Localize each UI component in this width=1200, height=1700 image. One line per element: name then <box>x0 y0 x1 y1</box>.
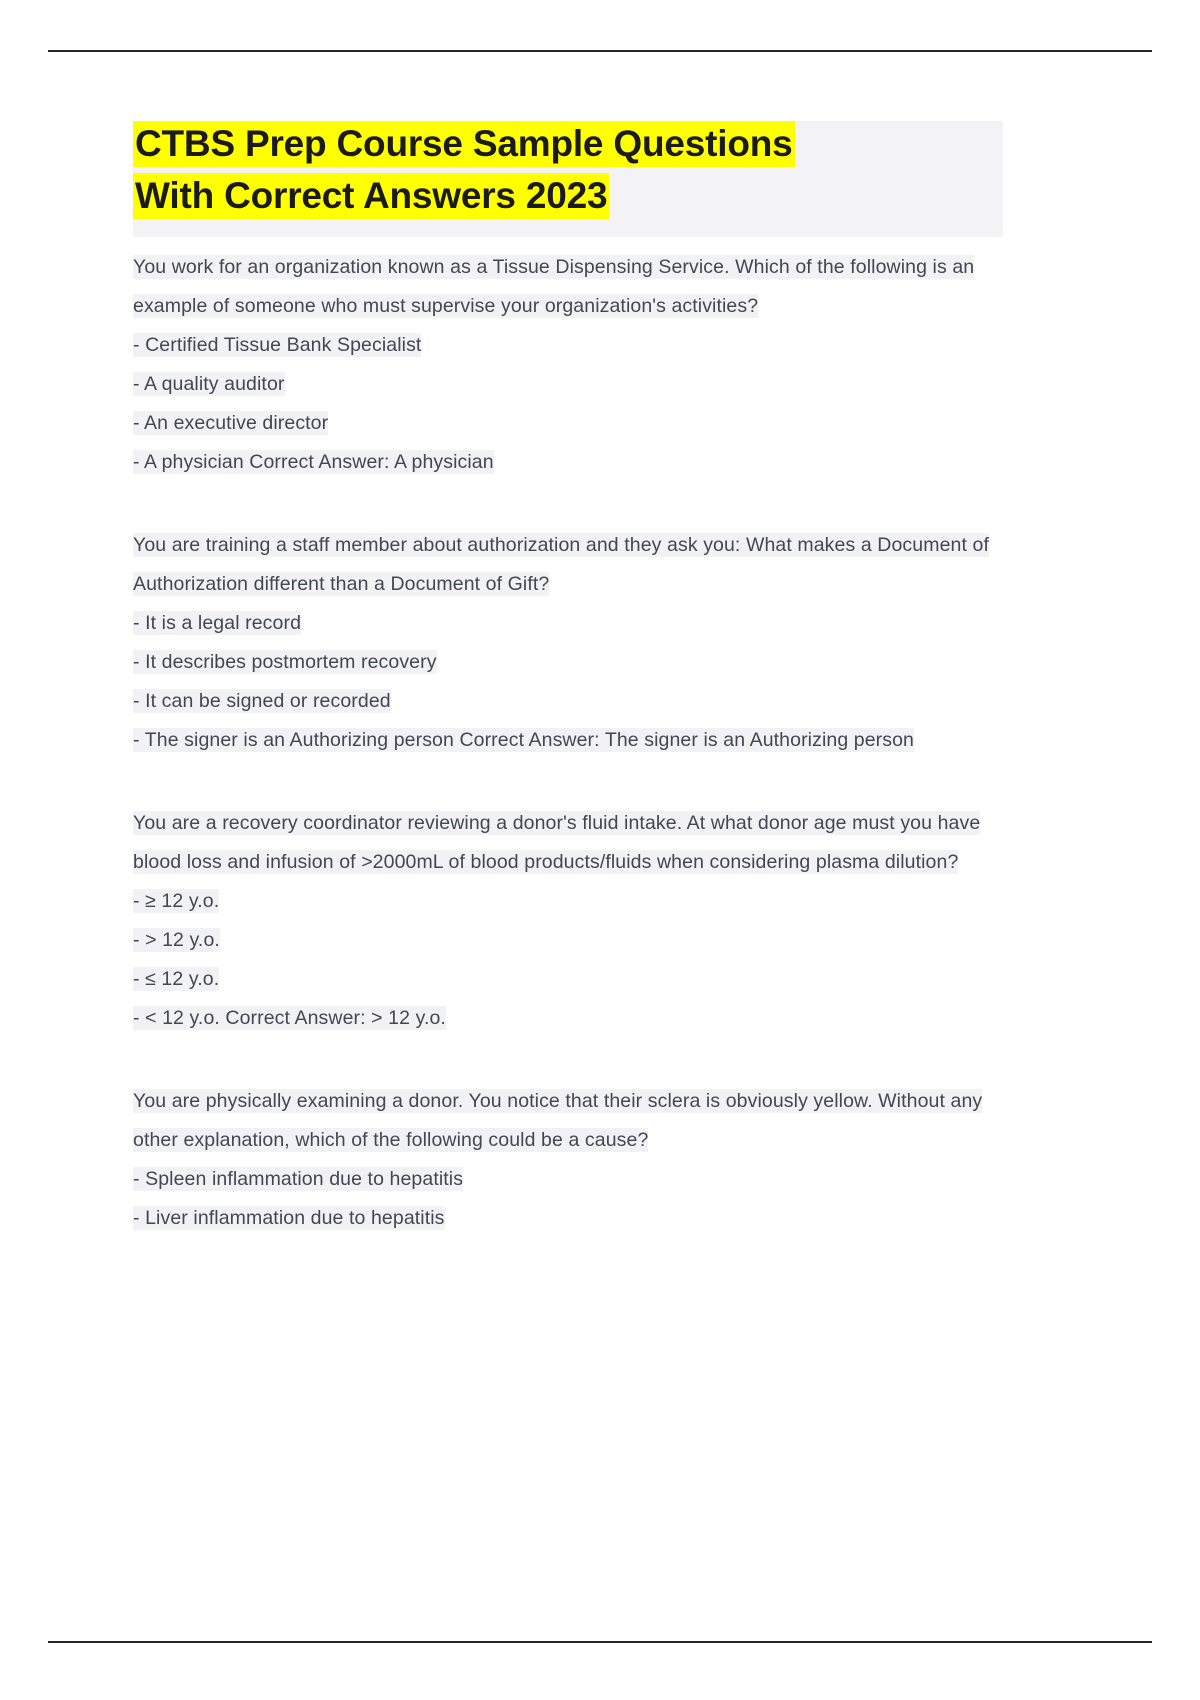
question-stem-text: You are physically examining a donor. You notice that their sclera is obviously yellow. Without any other explanation, which of the following could be a cause? <box>133 1090 983 1151</box>
question-block <box>133 804 1013 1038</box>
answer-option-text: - It is a legal record <box>133 612 302 634</box>
question-stem <box>133 1082 1003 1160</box>
question-stem-text: You work for an organization known as a Tissue Dispensing Service. Which of the following is an example of someone who must supervise your organization's activities? <box>133 256 975 317</box>
question-block <box>133 248 1013 482</box>
answer-option-text: - Liver inflammation due to hepatitis <box>133 1207 445 1229</box>
page-title-line-1 <box>133 121 795 167</box>
answer-option <box>133 404 1013 443</box>
answer-option-correct <box>133 999 1013 1038</box>
title-text-line-1: CTBS Prep Course Sample Questions <box>135 123 793 164</box>
page-title-line-2 <box>133 173 609 219</box>
header-divider-rule <box>48 50 1152 52</box>
question-stem-text: You are a recovery coordinator reviewing a donor's fluid intake. At what donor age must you have blood loss and infusion of >2000mL of blood products/fluids when considering plasma dilution? <box>133 812 981 873</box>
answer-option <box>133 882 1013 921</box>
answer-option <box>133 326 1013 365</box>
answer-option <box>133 921 1013 960</box>
question-stem-text: You are training a staff member about authorization and they ask you: What makes a Document of Authorization different than a Document of Gift? <box>133 534 989 595</box>
answer-option-text: - ≥ 12 y.o. <box>133 890 220 912</box>
title-text-line-2: With Correct Answers 2023 <box>135 175 608 216</box>
answer-option <box>133 960 1013 999</box>
answer-option <box>133 1199 1013 1238</box>
answer-option <box>133 604 1013 643</box>
question-block <box>133 1082 1013 1238</box>
page-title <box>133 118 933 222</box>
answer-option-correct <box>133 721 1003 760</box>
answer-option-text: - Certified Tissue Bank Specialist <box>133 334 422 356</box>
answer-option-text: - > 12 y.o. <box>133 929 220 951</box>
answer-option-text: - Spleen inflammation due to hepatitis <box>133 1168 464 1190</box>
question-block <box>133 526 1013 760</box>
answer-option <box>133 365 1013 404</box>
answer-option-text: - It describes postmortem recovery <box>133 651 437 673</box>
answer-option-text: - It can be signed or recorded <box>133 690 391 712</box>
answer-option-correct-text: - A physician Correct Answer: A physician <box>133 451 494 473</box>
answer-option-text: - An executive director <box>133 412 329 434</box>
answer-option <box>133 643 1013 682</box>
question-stem <box>133 526 1003 604</box>
question-stem <box>133 248 1003 326</box>
answer-option <box>133 1160 1013 1199</box>
answer-option-correct-text: - The signer is an Authorizing person Correct Answer: The signer is an Authorizing person <box>133 729 915 751</box>
answer-option-text: - ≤ 12 y.o. <box>133 968 220 990</box>
answer-option <box>133 682 1013 721</box>
answer-option-correct <box>133 443 1013 482</box>
answer-option-text: - A quality auditor <box>133 373 285 395</box>
answer-option-correct-text: - < 12 y.o. Correct Answer: > 12 y.o. <box>133 1007 446 1029</box>
footer-divider-rule <box>48 1641 1152 1643</box>
document-content <box>133 118 1013 1238</box>
question-stem <box>133 804 1003 882</box>
